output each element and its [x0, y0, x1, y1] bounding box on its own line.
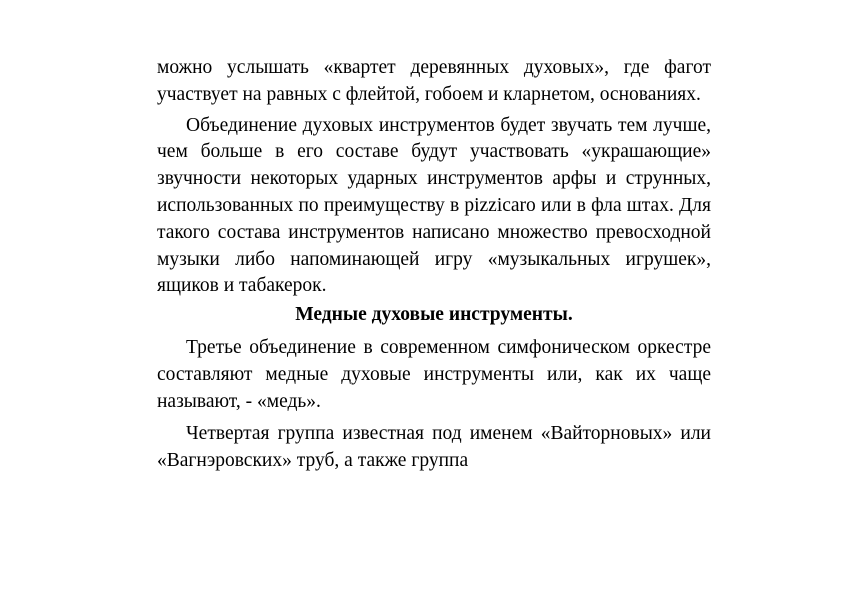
text-block [157, 55, 711, 475]
paragraph-fourth-group: Четвертая группа известная под именем «Вайторновых» или «Вагнэровских» труб, а также группа [157, 423, 711, 472]
paragraph-continuation: можно услышать «квартет деревянных духовых», где фагот участвует на равных с флейтой, гобоем и кларнетом, основаниях. [157, 57, 711, 105]
section-heading: Медные духовые инструменты. [295, 304, 573, 326]
paragraph-wind-ensemble: Объединение духовых инструментов будет звучать тем лучше, чем больше в его составе будут участвовать «украшающие» звучности некоторых ударных инструментов арфы и струнных, использованных по преимуществу в pizzicaro или в фла штах. Для такого состава инструментов написано множество превосходной музыки либо напоминающей игру «музыкальных игрушек», ящиков и табакерок. [157, 114, 711, 297]
paragraph-brass-intro: Третье объединение в современном симфоническом оркестре составляют медные духовые инструменты или, как их чаще называют, - «медь». [157, 336, 711, 412]
